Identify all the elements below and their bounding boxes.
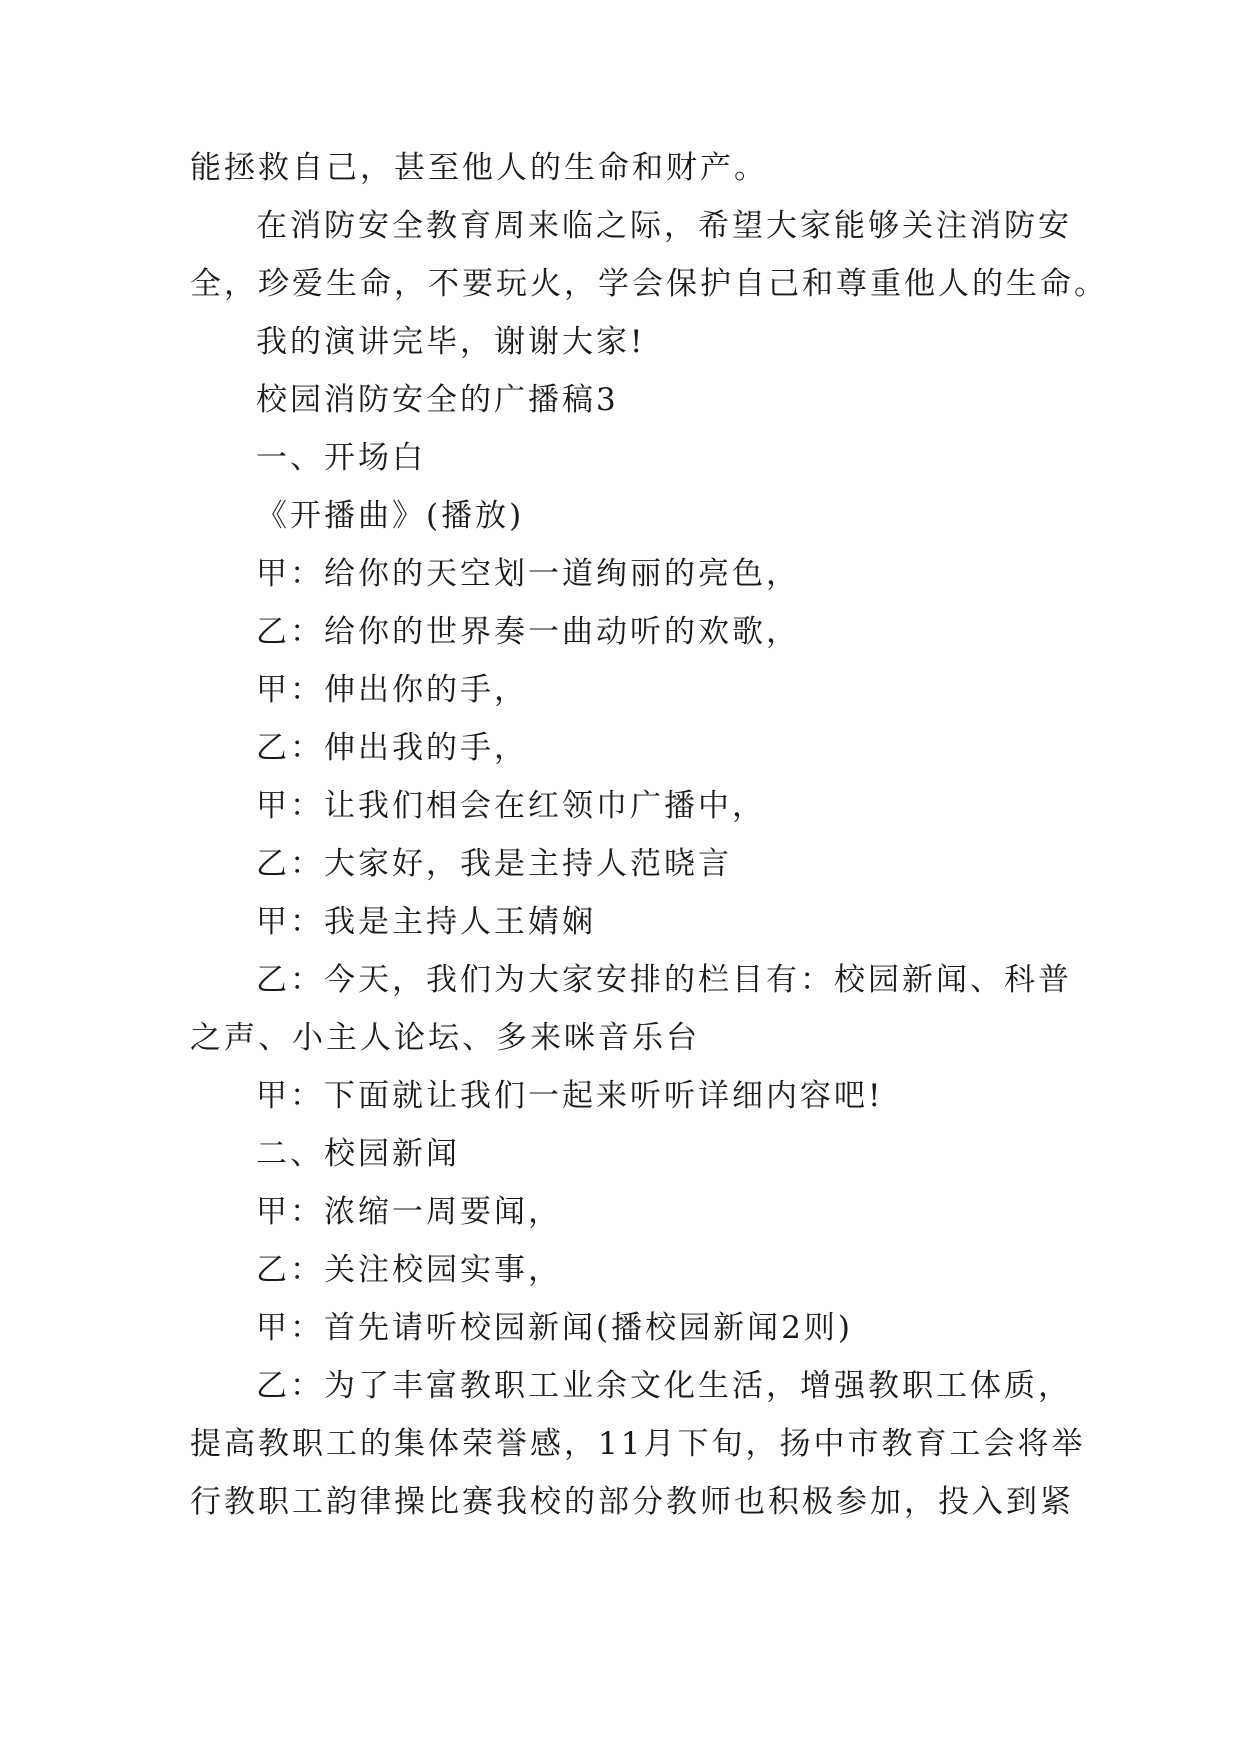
section-heading: 一、开场白 bbox=[256, 440, 426, 476]
text-line: 在消防安全教育周来临之际，希望大家能够关注消防安 bbox=[256, 208, 1072, 244]
text-line: 甲：下面就让我们一起来听听详细内容吧! bbox=[256, 1078, 884, 1114]
text-line: 甲：让我们相会在红领巾广播中， bbox=[256, 788, 766, 824]
text-line: 甲：浓缩一周要闻， bbox=[256, 1194, 562, 1230]
text-line: 全，珍爱生命，不要玩火，学会保护自己和尊重他人的生命。 bbox=[190, 266, 1108, 302]
text-line: 我的演讲完毕，谢谢大家! bbox=[256, 324, 646, 360]
text-line: 能拯救自己，甚至他人的生命和财产。 bbox=[190, 150, 768, 186]
text-line: 行教职工韵律操比赛我校的部分教师也积极参加，投入到紧 bbox=[190, 1484, 1074, 1520]
text-line: 乙：给你的世界奏一曲动听的欢歌， bbox=[256, 614, 800, 650]
text-line: 乙：伸出我的手， bbox=[256, 730, 528, 766]
section-heading: 二、校园新闻 bbox=[256, 1136, 460, 1172]
text-line: 之声、小主人论坛、多来咪音乐台 bbox=[190, 1020, 700, 1056]
text-line: 《开播曲》(播放) bbox=[256, 498, 525, 534]
section-heading: 校园消防安全的广播稿3 bbox=[256, 382, 619, 418]
text-line: 提高教职工的集体荣誉感，11月下旬，扬中市教育工会将举 bbox=[190, 1426, 1086, 1462]
text-line: 甲：伸出你的手， bbox=[256, 672, 528, 708]
text-line: 乙：关注校园实事， bbox=[256, 1252, 562, 1288]
text-line: 乙：大家好，我是主持人范晓言 bbox=[256, 846, 732, 882]
text-line: 乙：为了丰富教职工业余文化生活，增强教职工体质， bbox=[256, 1368, 1072, 1404]
text-line: 乙：今天，我们为大家安排的栏目有：校园新闻、科普 bbox=[256, 962, 1072, 998]
text-line: 甲：首先请听校园新闻(播校园新闻2则) bbox=[256, 1310, 853, 1346]
text-line: 甲：我是主持人王婧娴 bbox=[256, 904, 596, 940]
text-line: 甲：给你的天空划一道绚丽的亮色， bbox=[256, 556, 800, 592]
